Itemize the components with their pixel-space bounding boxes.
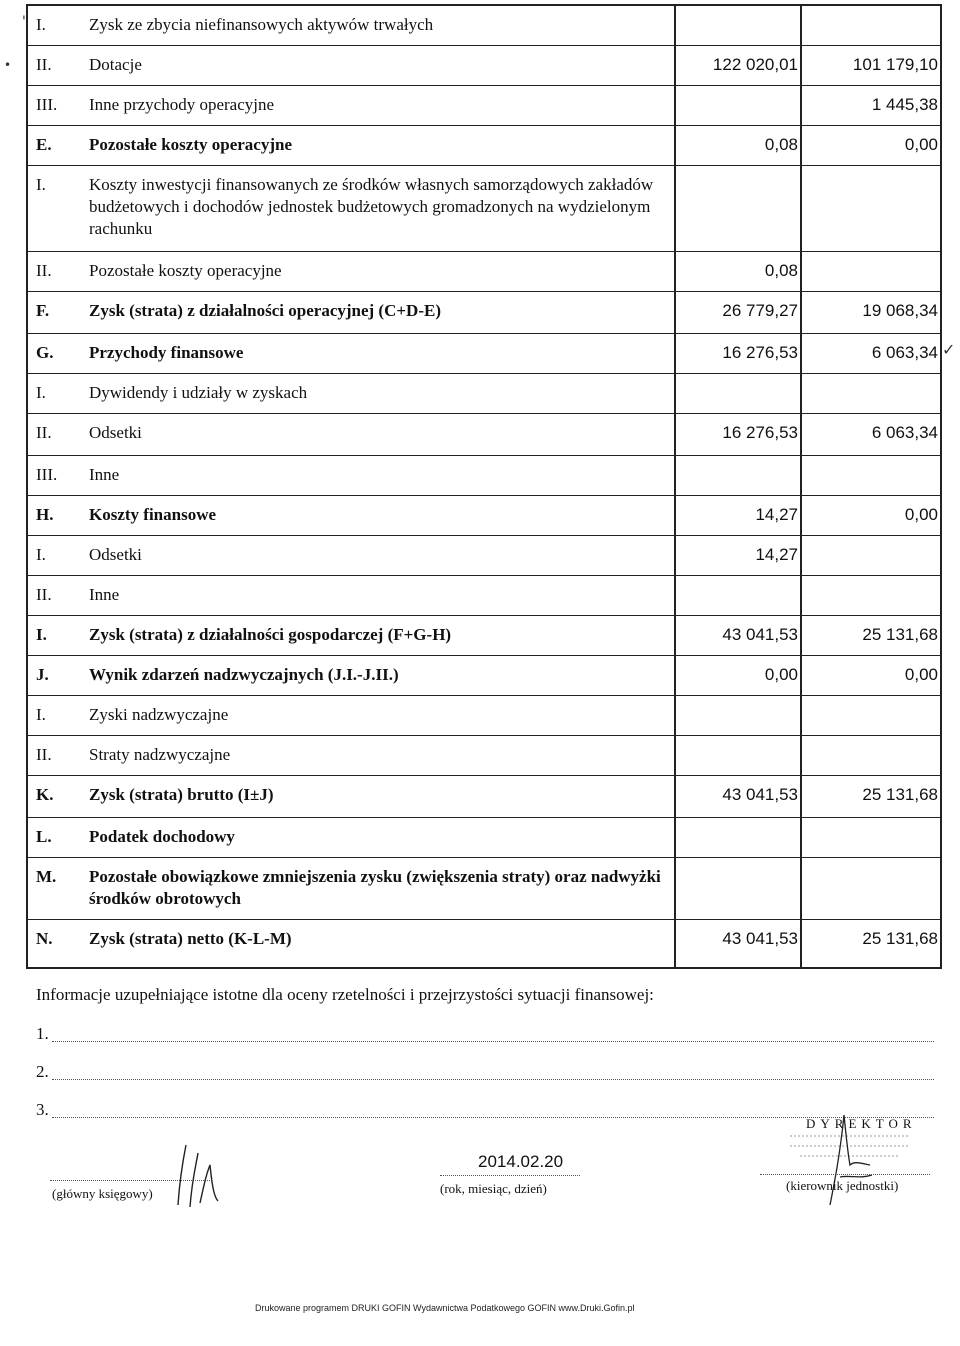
- table-row: [27, 333, 941, 373]
- row-label: Inne przychody operacyjne: [89, 94, 275, 114]
- table-row: [27, 695, 941, 735]
- value-current-year: 122 020,01: [712, 54, 798, 74]
- value-current-year: [676, 456, 798, 464]
- row-number: II.: [36, 584, 52, 604]
- value-current-year: 43 041,53: [722, 928, 798, 948]
- accountant-signature: [170, 1135, 230, 1215]
- row-number: II.: [36, 422, 52, 442]
- info-line-2: [36, 1062, 936, 1086]
- value-previous-year: [802, 736, 938, 744]
- row-number: III.: [36, 464, 58, 484]
- row-label: Odsetki: [89, 422, 142, 442]
- director-signature: [800, 1105, 900, 1215]
- date-line: [440, 1175, 580, 1176]
- director-signature-line: [760, 1174, 930, 1175]
- financial-statement-body: [27, 5, 941, 968]
- table-row: [27, 857, 941, 919]
- row-number: H.: [36, 504, 54, 524]
- row-label: Dywidendy i udziały w zyskach: [89, 382, 308, 402]
- value-current-year: [676, 818, 798, 826]
- table-row: [27, 45, 941, 85]
- row-label: Dotacje: [89, 54, 142, 74]
- table-row: [27, 575, 941, 615]
- value-current-year: 16 276,53: [722, 422, 798, 442]
- row-label: Pozostałe koszty operacyjne: [89, 260, 282, 280]
- value-current-year: [676, 86, 798, 94]
- info-line-number: 2.: [36, 1062, 49, 1081]
- row-label: Straty nadzwyczajne: [89, 744, 231, 764]
- value-current-year: 0,08: [764, 260, 798, 280]
- row-label: Przychody finansowe: [89, 342, 244, 362]
- row-label: Odsetki: [89, 544, 142, 564]
- row-number: I.: [36, 382, 46, 402]
- date-value: 2014.02.20: [478, 1152, 564, 1171]
- table-row: [27, 413, 941, 455]
- value-current-year: 14,27: [755, 544, 798, 564]
- row-label: Koszty finansowe: [89, 504, 217, 524]
- value-current-year: 26 779,27: [722, 300, 798, 320]
- value-current-year: [676, 576, 798, 584]
- value-previous-year: 25 131,68: [862, 928, 938, 948]
- value-previous-year: [802, 818, 938, 826]
- value-current-year: [676, 736, 798, 744]
- director-label: (kierownik jednostki): [786, 1178, 899, 1193]
- tick-mark: ✓: [942, 340, 956, 359]
- value-previous-year: [802, 166, 938, 174]
- row-label: Zysk (strata) z działalności operacyjnej (C+D-E): [89, 300, 441, 320]
- stamp-text: DYREKTOR: [806, 1116, 917, 1131]
- table-row: [27, 85, 941, 125]
- row-label: Zysk (strata) netto (K-L-M): [89, 928, 292, 948]
- table-row: [27, 655, 941, 695]
- row-label: Pozostałe obowiązkowe zmniejszenia zysku (zwiększenia straty) oraz nadwyżki środków obrotowych: [89, 866, 661, 908]
- value-previous-year: 6 063,34: [871, 342, 938, 362]
- row-label: Wynik zdarzeń nadzwyczajnych (J.I.-J.II.): [89, 664, 399, 684]
- row-label: Pozostałe koszty operacyjne: [89, 134, 293, 154]
- value-previous-year: 101 179,10: [852, 54, 938, 74]
- row-label: Zysk (strata) brutto (I±J): [89, 784, 274, 804]
- value-previous-year: 0,00: [904, 664, 938, 684]
- table-row: [27, 5, 941, 45]
- value-current-year: [676, 6, 798, 14]
- value-current-year: [676, 166, 798, 174]
- row-number: III.: [36, 94, 58, 114]
- row-number: II.: [36, 260, 52, 280]
- value-previous-year: [802, 858, 938, 866]
- row-number: I.: [36, 174, 46, 194]
- row-label: Inne: [89, 584, 120, 604]
- row-number: M.: [36, 866, 57, 886]
- scan-mark: •: [4, 58, 12, 72]
- row-number: G.: [36, 342, 54, 362]
- value-previous-year: 19 068,34: [862, 300, 938, 320]
- row-number: N.: [36, 928, 53, 948]
- table-row: [27, 291, 941, 333]
- table-row: [27, 775, 941, 817]
- row-label: Zysk (strata) z działalności gospodarczej (F+G-H): [89, 624, 452, 644]
- info-line-number: 3.: [36, 1100, 49, 1119]
- row-number: I.: [36, 704, 46, 724]
- row-label: Zyski nadzwyczajne: [89, 704, 229, 724]
- table-row: [27, 373, 941, 413]
- value-previous-year: [802, 374, 938, 382]
- table-row: [27, 165, 941, 251]
- table-row: [27, 251, 941, 291]
- value-previous-year: [802, 696, 938, 704]
- row-label: Podatek dochodowy: [89, 826, 235, 846]
- row-number: F.: [36, 300, 50, 320]
- value-previous-year: [802, 576, 938, 584]
- table-row: [27, 919, 941, 968]
- value-previous-year: [802, 6, 938, 14]
- value-previous-year: 6 063,34: [871, 422, 938, 442]
- value-current-year: [676, 858, 798, 866]
- additional-info-heading: Informacje uzupełniające istotne dla oceny rzetelności i przejrzystości sytuacji finansowej:: [36, 985, 654, 1004]
- date-label: (rok, miesiąc, dzień): [440, 1181, 547, 1196]
- row-number: E.: [36, 134, 52, 154]
- row-label: Koszty inwestycji finansowanych ze środków własnych samorządowych zakładów budżetowych i dochodów jednostek budżetowych gromadzonych na wydzielonym rachunku: [89, 174, 654, 238]
- value-previous-year: [802, 536, 938, 544]
- info-line-1: [36, 1024, 936, 1048]
- value-previous-year: [802, 252, 938, 260]
- row-number: I.: [36, 624, 47, 644]
- table-row: [27, 615, 941, 655]
- value-previous-year: [802, 456, 938, 464]
- row-number: L.: [36, 826, 52, 846]
- value-previous-year: 0,00: [904, 134, 938, 154]
- value-previous-year: 25 131,68: [862, 784, 938, 804]
- row-label: Inne: [89, 464, 120, 484]
- value-current-year: [676, 374, 798, 382]
- table-row: [27, 125, 941, 165]
- row-number: J.: [36, 664, 49, 684]
- value-current-year: 16 276,53: [722, 342, 798, 362]
- value-previous-year: 25 131,68: [862, 624, 938, 644]
- value-previous-year: 0,00: [904, 504, 938, 524]
- scan-mark: ': [22, 14, 26, 30]
- print-footer: Drukowane programem DRUKI GOFIN Wydawnictwa Podatkowego GOFIN www.Druki.Gofin.pl: [255, 1303, 635, 1313]
- row-number: K.: [36, 784, 54, 804]
- financial-statement-table: [26, 4, 942, 969]
- row-number: I.: [36, 544, 46, 564]
- value-current-year: 43 041,53: [722, 784, 798, 804]
- row-number: II.: [36, 54, 52, 74]
- value-current-year: [676, 696, 798, 704]
- table-row: [27, 735, 941, 775]
- row-label: Zysk ze zbycia niefinansowych aktywów trwałych: [89, 15, 434, 34]
- table-row: [27, 455, 941, 495]
- value-previous-year: 1 445,38: [871, 94, 938, 114]
- accountant-label: (główny księgowy): [52, 1186, 153, 1201]
- info-line-number: 1.: [36, 1024, 49, 1043]
- row-number: I.: [36, 15, 46, 34]
- table-row: [27, 817, 941, 857]
- value-current-year: 14,27: [755, 504, 798, 524]
- value-current-year: 0,08: [764, 134, 798, 154]
- row-number: II.: [36, 744, 52, 764]
- value-current-year: 0,00: [764, 664, 798, 684]
- table-row: [27, 495, 941, 535]
- table-row: [27, 535, 941, 575]
- value-current-year: 43 041,53: [722, 624, 798, 644]
